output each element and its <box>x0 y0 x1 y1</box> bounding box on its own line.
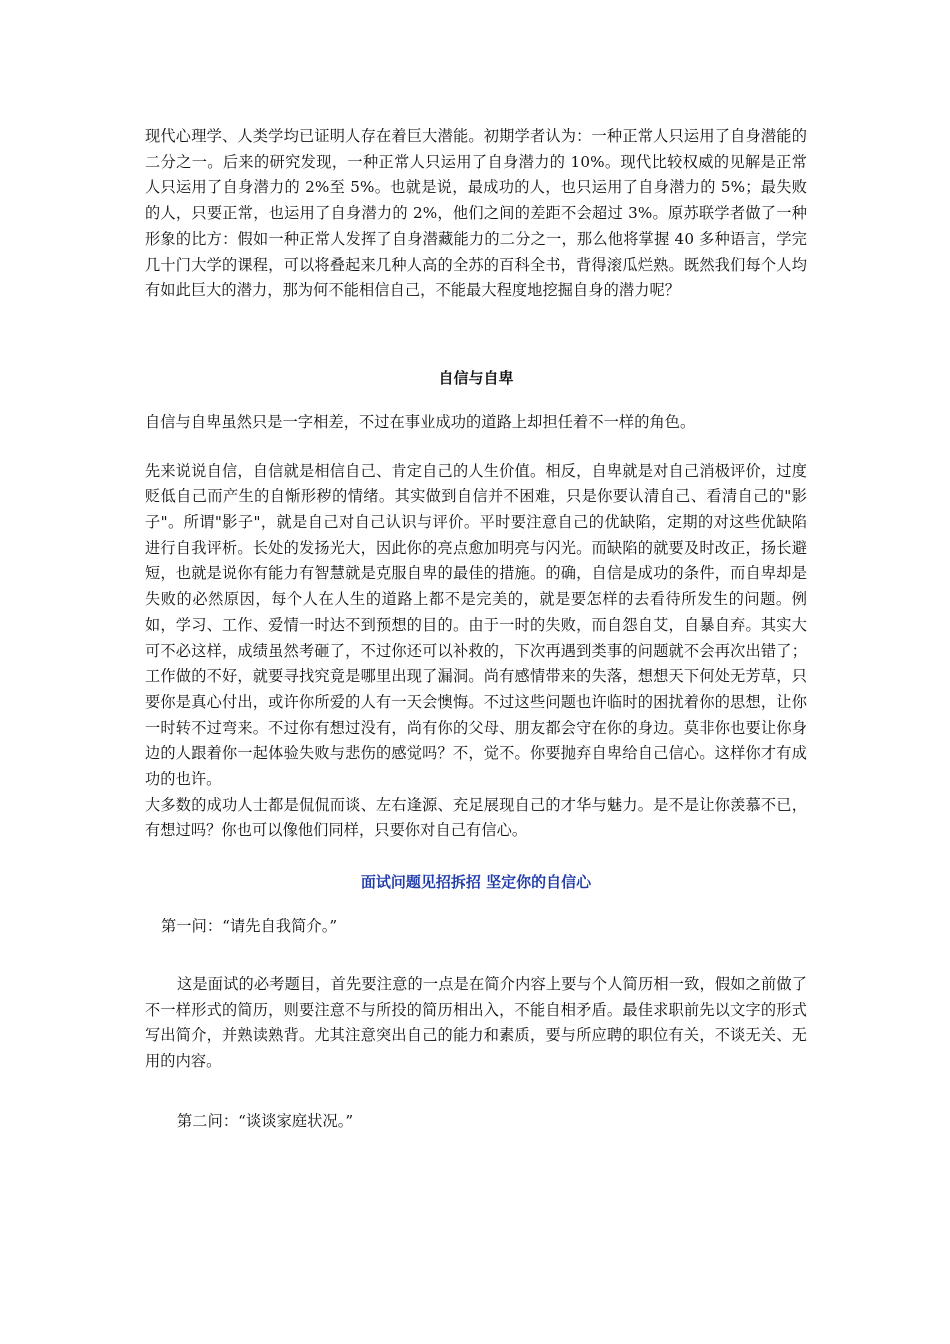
question-1: 第一问：“请先自我简介。” <box>161 917 338 936</box>
section-closing-paragraph: 大多数的成功人士都是侃侃而谈、左右逢源、充足展现自己的才华与魅力。是不是让你羡慕不已，有想过吗？你也可以像他们同样，只要你对自己有信心。 <box>145 795 807 840</box>
section-title: 自信与自卑 <box>438 368 514 387</box>
question-2: 第二问：“谈谈家庭状况。” <box>177 1111 354 1130</box>
section-body-paragraph: 先来说说自信，自信就是相信自己、肯定自己的人生价值。相反，自卑就是对自己消极评价，过度贬低自己而产生的自惭形秽的情绪。其实做到自信并不困难，只是你要认清自己、看清自己的"影子"。所谓"影子"，就是自己对自己认识与评价。平时要注意自己的优缺陷，定期的对这些优缺陷进行自我评析。长处的发扬光大，因此你的亮点愈加明亮与闪光。而缺陷的就要及时改正，扬长避短，也就是说你有能力有智慧就是克服自卑的最佳的措施。的确，自信是成功的条件，而自卑却是失败的必然原因，每个人在人生的道路上都不是完美的，就是要怎样的去看待所发生的问题。例如，学习、工作、爱情一时达不到预想的目的。由于一时的失败，而自怨自艾，自暴自弃。其实大可不必这样，成绩虽然考砸了，不过你还可以补救的，下次再遇到类事的问题就不会再次出错了；工作做的不好，就要寻找究竟是哪里出现了漏洞。尚有感情带来的失落，想想天下何处无芳草，只要你是真心付出，或许你所爱的人有一天会懊悔。不过这些问题也许临时的困扰着你的思想，让你一时转不过弯来。不过你有想过没有，尚有你的父母、朋友都会守在你的身边。莫非你也要让你身边的人跟着你一起体验失败与悲伤的感觉吗？不，觉不。你要抛弃自卑给自己信心。这样你才有成功的也许。 <box>145 461 807 789</box>
section-lead-paragraph: 自信与自卑虽然只是一字相差，不过在事业成功的道路上却担任着不一样的角色。 <box>145 412 696 431</box>
interview-title: 面试问题见招拆招 坚定你的自信心 <box>360 873 592 892</box>
intro-paragraph: 现代心理学、人类学均已证明人存在着巨大潜能。初期学者认为：一种正常人只运用了自身潜能的二分之一。后来的研究发现，一种正常人只运用了自身潜力的 10%。现代比较权威的见解是正常人只运用了自身潜力的 2%至 5%。也就是说，最成功的人，也只运用了自身潜力的 5%；最失败的人，只要正常，也运用了自身潜力的 2%，他们之间的差距不会超过 3%。原苏联学者做了一种形象的比方：假如一种正常人发挥了自身潜藏能力的二分之一，那么他将掌握 40 多种语言，学完几十门大学的课程，可以将叠起来几种人高的全苏的百科全书，背得滚瓜烂熟。既然我们每个人均有如此巨大的潜力，那为何不能相信自己，不能最大程度地挖掘自身的潜力呢？ <box>145 127 807 300</box>
answer-1-paragraph: 这是面试的必考题目，首先要注意的一点是在简介内容上要与个人简历相一致，假如之前做了不一样形式的简历，则要注意不与所投的简历相出入，不能自相矛盾。最佳求职前先以文字的形式写出简介，并熟读熟背。尤其注意突出自己的能力和素质，要与所应聘的职位有关，不谈无关、无用的内容。 <box>145 974 807 1070</box>
document-page <box>145 124 807 1134</box>
